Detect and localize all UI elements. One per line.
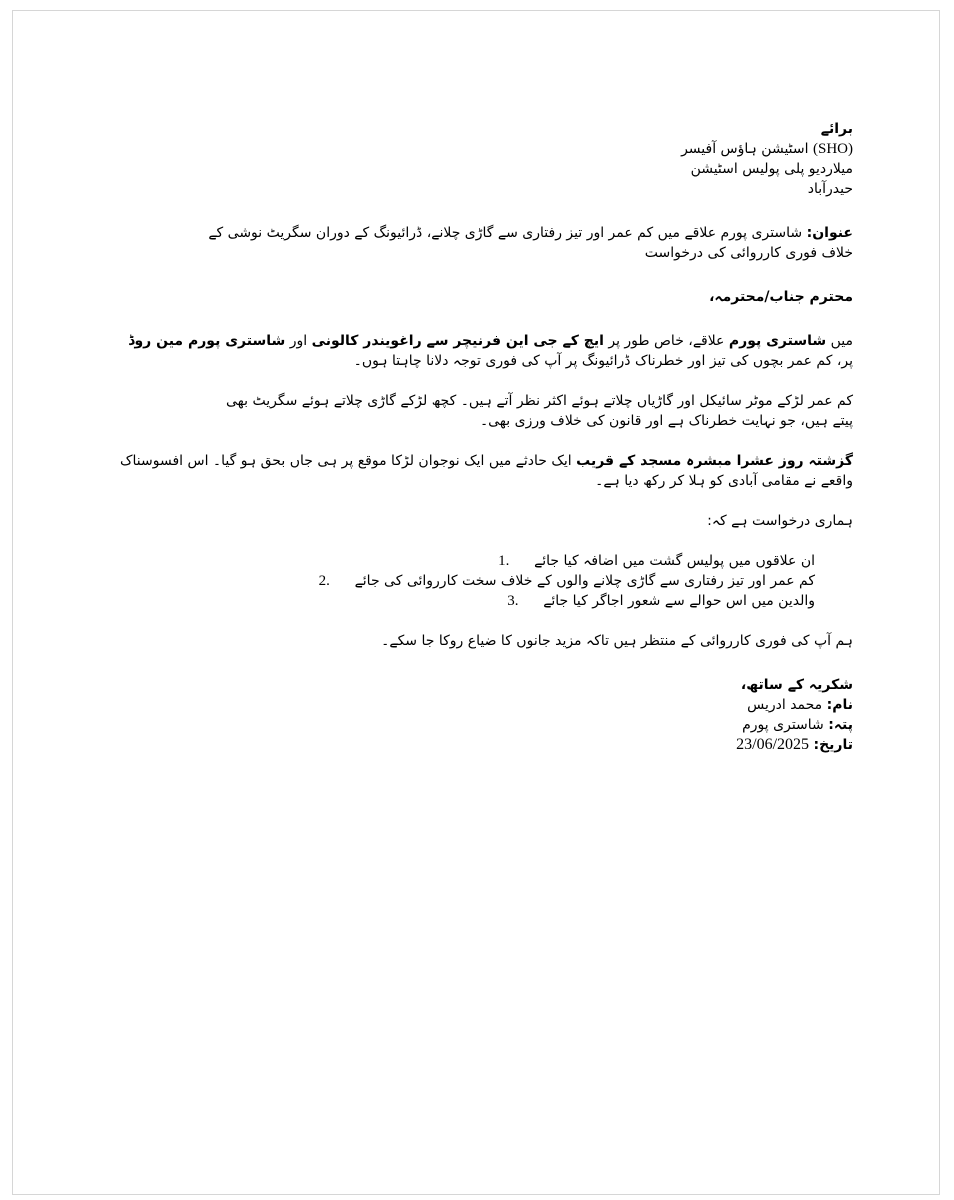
name-label: نام: xyxy=(826,697,853,713)
subject-block xyxy=(113,223,853,263)
p1-area-name: شاستری پورم xyxy=(728,333,827,349)
date-value: 23/06/2025 xyxy=(736,736,810,753)
to-label: برائے xyxy=(820,121,853,137)
salutation: محترم جناب/محترمہ، xyxy=(709,289,853,305)
station-name: میلاردیو پلی پولیس اسٹیشن xyxy=(690,161,853,177)
p2-line-2: پیتے ہیں، جو نہایت خطرناک ہے اور قانون کی خلاف ورزی بھی۔ xyxy=(479,413,853,429)
list-item xyxy=(113,551,815,571)
subject-line-1: شاستری پورم علاقے میں کم عمر اور تیز رفتاری سے گاڑی چلانے، ڈرائیونگ کے دوران سگریٹ نوشی کے xyxy=(208,225,803,241)
p3-bold: گزشتہ روز عشرا مبشرہ مسجد کے قریب xyxy=(576,453,853,469)
officer-title: اسٹیشن ہاؤس آفیسر xyxy=(681,141,809,157)
list-item xyxy=(113,591,815,611)
request-list xyxy=(113,551,853,611)
p3-line-2: واقعے نے مقامی آبادی کو ہلا کر رکھ دیا ہے۔ xyxy=(595,473,853,489)
signoff-block xyxy=(113,675,853,755)
address-value: شاستری پورم xyxy=(742,717,829,733)
p1-text-a: میں xyxy=(826,333,853,349)
closing-paragraph: ہم آپ کی فوری کارروائی کے منتظر ہیں تاکہ مزید جانوں کا ضیاع روکا جا سکے۔ xyxy=(381,633,853,649)
p3-rest: ایک حادثے میں ایک نوجوان لڑکا موقع پر ہی جاں بحق ہو گیا۔ اس افسوسناک xyxy=(120,453,577,469)
paragraph-3 xyxy=(113,451,853,491)
p1-text-c: اور xyxy=(285,333,312,349)
request-intro: ہماری درخواست ہے کہ: xyxy=(707,513,853,529)
p1-line-2: پر، کم عمر بچوں کی تیز اور خطرناک ڈرائیونگ پر آپ کی فوری توجہ دلانا چاہتا ہوں۔ xyxy=(353,353,853,369)
paragraph-2 xyxy=(113,391,853,431)
subject-line-2: خلاف فوری کارروائی کی درخواست xyxy=(644,245,853,261)
p1-text-b: علاقے، خاص طور پر xyxy=(603,333,729,349)
officer-line xyxy=(113,139,853,159)
date-label: تاریخ: xyxy=(813,737,853,753)
thanks-line: شکریہ کے ساتھ، xyxy=(740,677,853,693)
letter-body xyxy=(113,119,853,755)
paragraph-1 xyxy=(113,331,853,371)
city-name: حیدرآباد xyxy=(807,181,853,197)
document-page xyxy=(12,10,940,1195)
subject-label: عنوان: xyxy=(806,225,853,241)
list-item xyxy=(113,571,815,591)
recipient-block xyxy=(113,119,853,199)
request-text: ان علاقوں میں پولیس گشت میں اضافہ کیا جائے xyxy=(534,553,815,569)
request-number: 2. xyxy=(318,573,330,589)
request-text: کم عمر اور تیز رفتاری سے گاڑی چلانے والوں کے خلاف سخت کارروائی کی جائے xyxy=(354,573,815,589)
request-text: والدین میں اس حوالے سے شعور اجاگر کیا جائے xyxy=(543,593,815,609)
p1-road-name: شاستری پورم مین روڈ xyxy=(128,333,286,349)
request-number: 1. xyxy=(498,553,510,569)
p2-line-1: کم عمر لڑکے موٹر سائیکل اور گاڑیاں چلاتے ہوئے اکثر نظر آتے ہیں۔ کچھ لڑکے گاڑی چلاتے ہوئے سگریٹ بھی xyxy=(226,393,853,409)
officer-code: (SHO) xyxy=(812,141,853,157)
address-label: پتہ: xyxy=(828,717,853,733)
request-number: 3. xyxy=(507,593,519,609)
p1-route-name: ایچ کے جی این فرنیچر سے راغویندر کالونی xyxy=(311,333,604,349)
name-value: محمد ادریس xyxy=(747,697,827,713)
